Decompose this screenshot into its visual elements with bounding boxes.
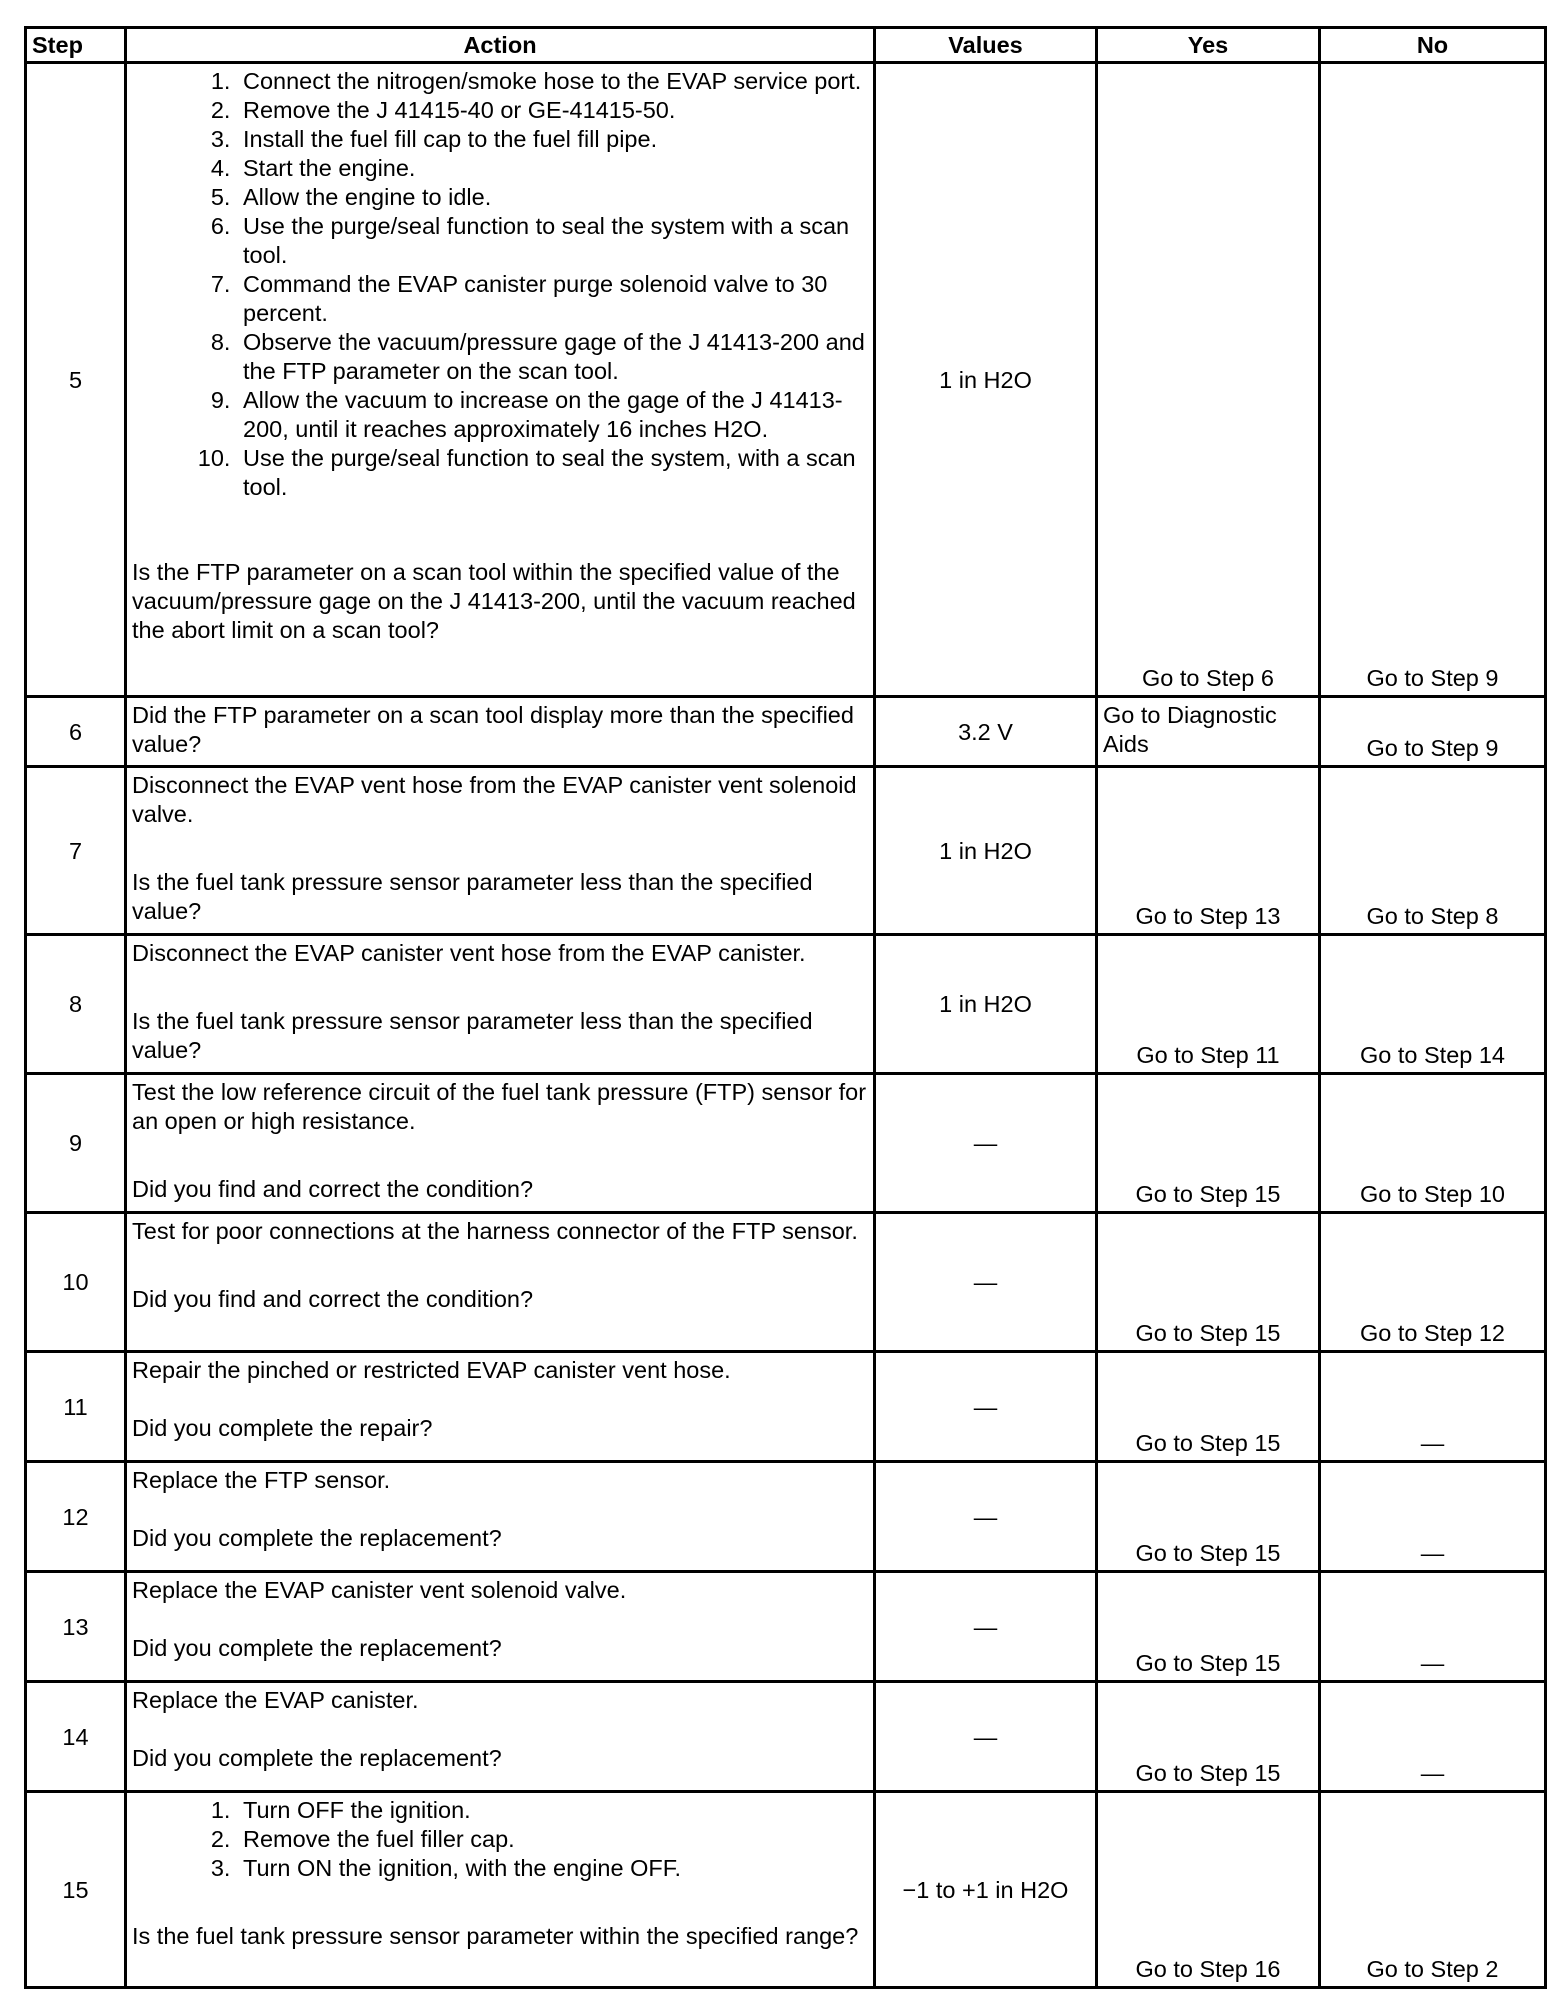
step-number: 7 xyxy=(26,767,126,935)
no-cell: — xyxy=(1320,1352,1546,1462)
value-cell: 1 in H2O xyxy=(875,63,1097,697)
header-step: Step xyxy=(26,28,126,63)
no-cell: — xyxy=(1320,1682,1546,1792)
table-row xyxy=(26,767,1546,935)
table-row xyxy=(26,63,1546,697)
action-cell xyxy=(126,935,875,1074)
value-cell: 3.2 V xyxy=(875,697,1097,767)
yes-cell: Go to Step 15 xyxy=(1097,1462,1320,1572)
table-row xyxy=(26,935,1546,1074)
step-number: 15 xyxy=(26,1792,126,1988)
table-row xyxy=(26,697,1546,767)
value-cell: — xyxy=(875,1682,1097,1792)
action-cell xyxy=(126,63,875,697)
yes-cell: Go to Step 15 xyxy=(1097,1352,1320,1462)
yes-cell: Go to Step 15 xyxy=(1097,1572,1320,1682)
action-text: Disconnect the EVAP canister vent hose from the EVAP canister. xyxy=(132,940,806,966)
value-cell: 1 in H2O xyxy=(875,935,1097,1074)
action-question: Did you complete the replacement? xyxy=(132,1525,502,1551)
action-cell xyxy=(126,1074,875,1213)
action-cell xyxy=(126,1682,875,1792)
no-cell: Go to Step 2 xyxy=(1320,1792,1546,1988)
step-number: 10 xyxy=(26,1213,126,1352)
action-question: Is the fuel tank pressure sensor parameter within the specified range? xyxy=(132,1923,859,1949)
action-cell xyxy=(126,1462,875,1572)
action-cell xyxy=(126,1213,875,1352)
action-text: Replace the EVAP canister. xyxy=(132,1687,419,1713)
action-list xyxy=(132,67,868,502)
no-cell: — xyxy=(1320,1572,1546,1682)
list-item: 3. Install the fuel fill cap to the fuel fill pipe. xyxy=(237,125,868,154)
list-item: 2. Remove the fuel filler cap. xyxy=(237,1825,868,1854)
list-item: 9. Allow the vacuum to increase on the gage of the J 41413-200, until it reaches approximately 16 inches H2O. xyxy=(237,386,868,444)
header-no: No xyxy=(1320,28,1546,63)
value-cell: 1 in H2O xyxy=(875,767,1097,935)
action-question: Did you find and correct the condition? xyxy=(132,1286,534,1312)
yes-cell: Go to Step 11 xyxy=(1097,935,1320,1074)
table-row xyxy=(26,1462,1546,1572)
yes-cell: Go to Step 15 xyxy=(1097,1074,1320,1213)
yes-cell: Go to Step 15 xyxy=(1097,1682,1320,1792)
step-number: 14 xyxy=(26,1682,126,1792)
action-text: Disconnect the EVAP vent hose from the EVAP canister vent solenoid valve. xyxy=(132,772,857,827)
action-cell: Did the FTP parameter on a scan tool display more than the specified value? xyxy=(126,697,875,767)
action-text: Test for poor connections at the harness connector of the FTP sensor. xyxy=(132,1218,858,1244)
action-cell xyxy=(126,1792,875,1988)
action-question: Is the FTP parameter on a scan tool within the specified value of the vacuum/pressure gage on the J 41413-200, until the vacuum reached the abort limit on a scan tool? xyxy=(132,559,856,643)
value-cell: — xyxy=(875,1462,1097,1572)
table-row xyxy=(26,1572,1546,1682)
value-cell: — xyxy=(875,1074,1097,1213)
action-question: Did you complete the replacement? xyxy=(132,1745,502,1771)
no-cell: Go to Step 9 xyxy=(1320,63,1546,697)
yes-cell: Go to Step 15 xyxy=(1097,1213,1320,1352)
list-item: 7. Command the EVAP canister purge solenoid valve to 30 percent. xyxy=(237,270,868,328)
no-cell: Go to Step 10 xyxy=(1320,1074,1546,1213)
step-number: 13 xyxy=(26,1572,126,1682)
no-cell: — xyxy=(1320,1462,1546,1572)
list-item: 1. Connect the nitrogen/smoke hose to the EVAP service port. xyxy=(237,67,868,96)
action-question: Did you complete the repair? xyxy=(132,1415,433,1441)
action-question: Is the fuel tank pressure sensor parameter less than the specified value? xyxy=(132,869,813,924)
step-number: 12 xyxy=(26,1462,126,1572)
no-cell: Go to Step 12 xyxy=(1320,1213,1546,1352)
value-cell: −1 to +1 in H2O xyxy=(875,1792,1097,1988)
value-cell: — xyxy=(875,1572,1097,1682)
diagnostic-table xyxy=(24,26,1547,1989)
action-cell xyxy=(126,767,875,935)
no-cell: Go to Step 9 xyxy=(1320,697,1546,767)
step-number: 5 xyxy=(26,63,126,697)
yes-cell: Go to Diagnostic Aids xyxy=(1097,697,1320,767)
table-row xyxy=(26,1074,1546,1213)
header-row xyxy=(26,28,1546,63)
action-question: Did you find and correct the condition? xyxy=(132,1176,534,1202)
list-item: 1. Turn OFF the ignition. xyxy=(237,1796,868,1825)
list-item: 10. Use the purge/seal function to seal the system, with a scan tool. xyxy=(237,444,868,502)
header-yes: Yes xyxy=(1097,28,1320,63)
header-action: Action xyxy=(126,28,875,63)
table-row xyxy=(26,1792,1546,1988)
list-item: 5. Allow the engine to idle. xyxy=(237,183,868,212)
header-values: Values xyxy=(875,28,1097,63)
action-text: Replace the FTP sensor. xyxy=(132,1467,391,1493)
value-cell: — xyxy=(875,1213,1097,1352)
no-cell: Go to Step 8 xyxy=(1320,767,1546,935)
yes-cell: Go to Step 16 xyxy=(1097,1792,1320,1988)
action-text: Repair the pinched or restricted EVAP canister vent hose. xyxy=(132,1357,731,1383)
table-row xyxy=(26,1213,1546,1352)
list-item: 3. Turn ON the ignition, with the engine OFF. xyxy=(237,1854,868,1883)
step-number: 6 xyxy=(26,697,126,767)
action-text: Replace the EVAP canister vent solenoid valve. xyxy=(132,1577,627,1603)
step-number: 9 xyxy=(26,1074,126,1213)
action-cell xyxy=(126,1572,875,1682)
yes-cell: Go to Step 6 xyxy=(1097,63,1320,697)
list-item: 2. Remove the J 41415-40 or GE-41415-50. xyxy=(237,96,868,125)
action-list xyxy=(132,1796,868,1883)
action-cell xyxy=(126,1352,875,1462)
table-row xyxy=(26,1682,1546,1792)
action-question: Did you complete the replacement? xyxy=(132,1635,502,1661)
step-number: 11 xyxy=(26,1352,126,1462)
no-cell: Go to Step 14 xyxy=(1320,935,1546,1074)
action-question: Is the fuel tank pressure sensor parameter less than the specified value? xyxy=(132,1008,813,1063)
action-text: Test the low reference circuit of the fuel tank pressure (FTP) sensor for an open or high resistance. xyxy=(132,1079,867,1134)
value-cell: — xyxy=(875,1352,1097,1462)
list-item: 8. Observe the vacuum/pressure gage of the J 41413-200 and the FTP parameter on the scan tool. xyxy=(237,328,868,386)
list-item: 6. Use the purge/seal function to seal the system with a scan tool. xyxy=(237,212,868,270)
step-number: 8 xyxy=(26,935,126,1074)
yes-cell: Go to Step 13 xyxy=(1097,767,1320,935)
list-item: 4. Start the engine. xyxy=(237,154,868,183)
table-row xyxy=(26,1352,1546,1462)
